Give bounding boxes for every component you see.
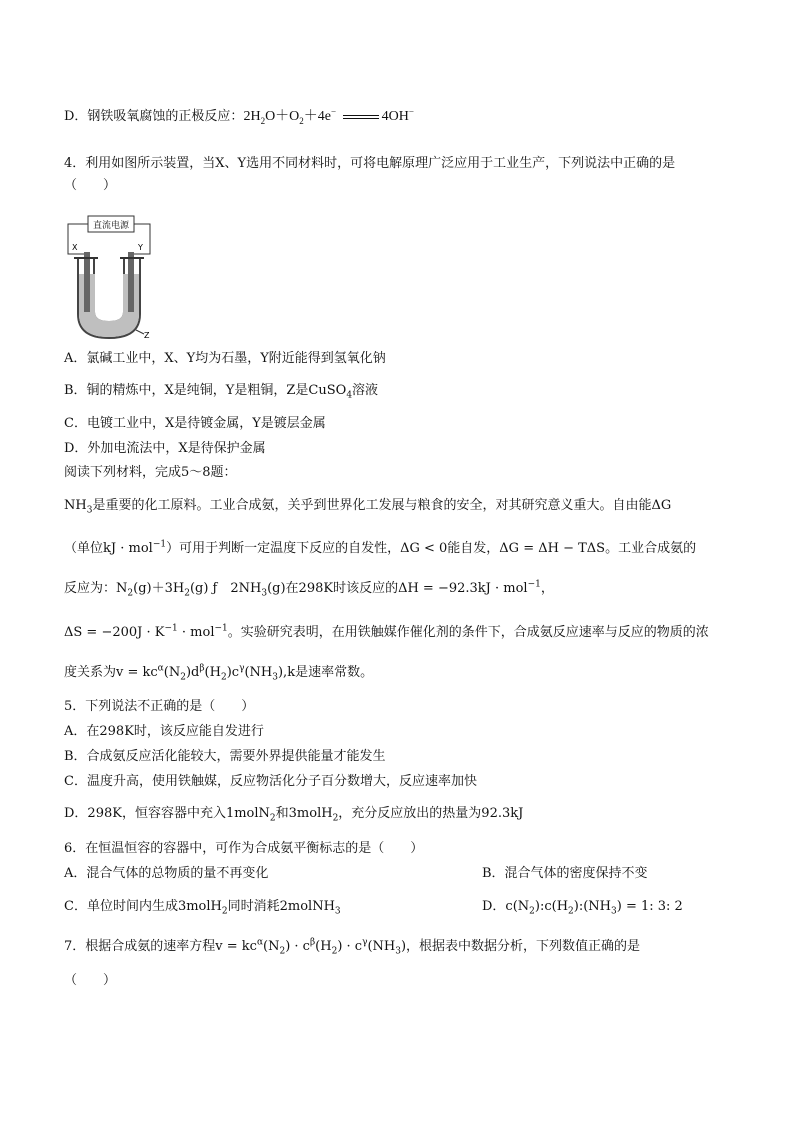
x-label: X [72,243,78,252]
q4-stem: 4．利用如图所示装置，当X、Y选用不同材料时，可将电解原理广泛应用于工业生产，下列说法中正确的是 [64,156,676,171]
q5-option-b: B．合成氨反应活化能较大，需要外界提供能量才能发生 [64,749,386,764]
q7-stem: 7．根据合成氨的速率方程$v = kc^\alpha(N_2) \cdot c^\beta(H_2) \cdot c^\gamma(NH_3)$，根据表中数据分析，下列数值正确的是 [64,937,641,957]
q4-option-c: C．电镀工业中，X是待镀金属，Y是镀层金属 [64,416,326,431]
z-label: Z [144,331,150,340]
electrode-y [128,252,134,312]
q6-option-d: D．$c(N_2):c(H_2):(NH_3) = 1$: 3: 2 [482,899,683,917]
q5-option-d: D．298K，恒容容器中充入1molN$_2$和3molH$_2$，充分反应放出的热量为92.3kJ [64,806,524,824]
q7-paren: （ ） [64,973,117,988]
q6-stem: 6．在恒温恒容的容器中，可作为合成氨平衡标志的是（ ） [64,841,424,856]
equation: $2H_2O+O_2+4e^-$ 4OH− [243,106,414,126]
option-d-label: D．钢铁吸氧腐蚀的正极反应： [64,109,244,124]
material-para-line-2: （单位kJ · mol$^{-1}$）可用于判断一定温度下反应的自发性，ΔG < 0能自发，ΔG = ΔH − TΔS。工业合成氨的 [64,539,697,556]
material-para-line-1: $NH_3$是重要的化工原料。工业合成氨，关乎到世界化工发展与粮食的安全，对其研究意义重大。自由能ΔG [64,498,672,516]
q5-option-a: A．在298K时，该反应能自发进行 [64,724,264,739]
u-tube-inner [94,258,124,322]
q4-option-b: B．铜的精炼中，X是纯铜，Y是粗铜，Z是CuSO$_4$溶液 [64,383,379,401]
y-label: Y [138,243,143,252]
q5-option-c: C．温度升高，使用铁触媒，反应物活化分子百分数增大，反应速率加快 [64,774,477,789]
q6-option-b: B．混合气体的密度保持不变 [482,866,648,881]
q6-option-a: A．混合气体的总物质的量不再变化 [64,866,269,881]
q5-stem: 5．下列说法不正确的是（ ） [64,699,255,714]
material-para-line-4: $\Delta S = -200J \cdot K^{-1} \cdot mol^{-1}$。实验研究表明，在用铁触媒作催化剂的条件下，合成氨反应速率与反应的物质的浓 [64,623,709,640]
electrode-x [84,252,90,312]
electrolysis-apparatus-figure [64,214,154,342]
q4-option-a: A．氯碱工业中，X、Y均为石墨，Y附近能得到氢氧化钠 [64,351,386,366]
q3-option-d [64,108,414,126]
q6-option-c: C．单位时间内生成3molH$_2$同时消耗2molNH$_3$ [64,899,341,917]
power-supply-label: 直流电源 [92,221,130,231]
material-intro: 阅读下列材料，完成5～8题： [64,465,237,480]
q4-option-d: D．外加电流法中，X是待保护金属 [64,441,266,456]
material-para-line-3: 反应为：$N_2(g)+3H_2(g)$ ƒ $2NH_3(g)$在298K时该反应的ΔH = −92.3kJ · mol$^{-1}$， [64,579,554,599]
material-para-line-5: 度关系为$v = kc^\alpha(N_2)d^\beta(H_2)c^\gamma(NH_3),k$是速率常数。 [64,663,374,683]
q4-paren: （ ） [64,178,117,193]
equals-bar [343,115,379,119]
